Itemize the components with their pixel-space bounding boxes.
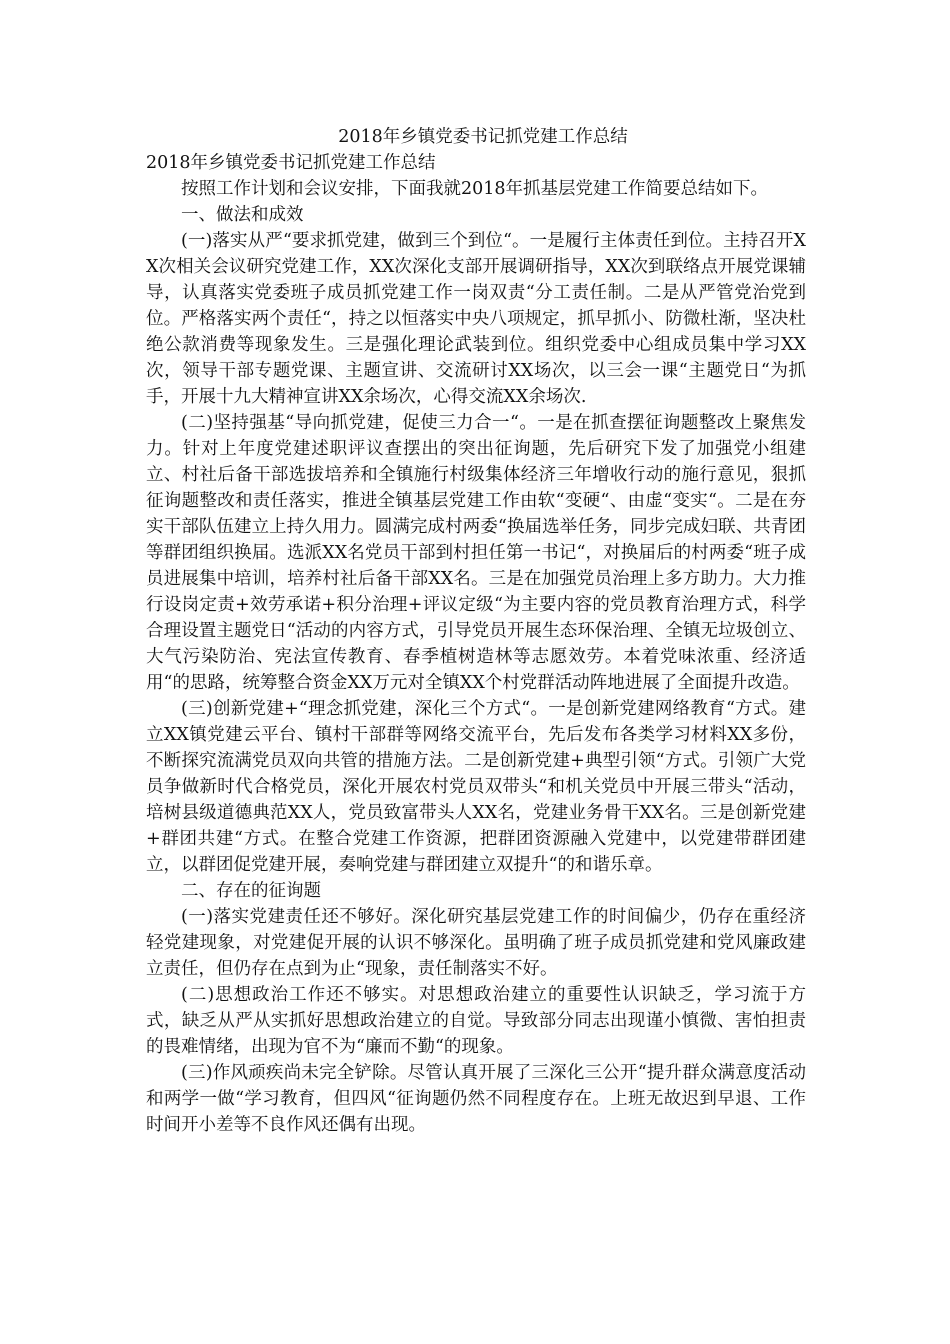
paragraph-ideological-issue: (二)思想政治工作还不够实。对思想政治建立的重要性认识缺乏，学习流于方式，缺乏从严从实抓好思想政治建立的自觉。导致部分同志出现谨小慎微、害怕担责的畏难情绪，出现为官不为“廉而不勤“的现象。 — [146, 985, 806, 1057]
paragraph-responsibility-issue: (一)落实党建责任还不够好。深化研究基层党建工作的时间偏少，仍存在重经济轻党建现象，对党建促开展的认识不够深化。虽明确了班子成员抓党建和党风廉政建立责任，但仍存在点到为止“现象，责任制落实不好。 — [146, 907, 806, 979]
document-page — [146, 124, 806, 1138]
section-heading-practices: 一、做法和成效 — [181, 205, 304, 225]
paragraph-innovate-party-building: (三)创新党建+“理念抓党建，深化三个方式“。一是创新党建网络教育“方式。建立XX镇党建云平台、镇村干部群等网络交流平台，先后发布各类学习材料XX多份，不断探究流满党员双向共管的措施方法。二是创新党建+典型引领“方式。引领广大党员争做新时代合格党员，深化开展农村党员双带头“和机关党员中开展三带头“活动，培树县级道德典范XX人，党员致富带头人XX名，党建业务骨干XX名。三是创新党建+群团共建“方式。在整合党建工作资源，把群团资源融入党建中，以党建带群团建立，以群团促党建开展，奏响党建与群团建立双提升“的和谐乐章。 — [146, 699, 806, 875]
intro-paragraph: 按照工作计划和会议安排，下面我就2018年抓基层党建工作简要总结如下。 — [181, 179, 769, 199]
paragraph-strict-party-building: (一)落实从严“要求抓党建，做到三个到位“。一是履行主体责任到位。主持召开XX次相关会议研究党建工作，XX次深化支部开展调研指导，XX次到联络点开展党课辅导，认真落实党委班子成员抓党建工作一岗双责“分工责任制。二是从严管党治党到位。严格落实两个责任“，持之以恒落实中央八项规定，抓早抓小、防微杜渐，坚决杜绝公款消费等现象发生。三是强化理论武装到位。组织党委中心组成员集中学习XX次，领导干部专题党课、主题宣讲、交流研讨XX场次，以三会一课“主题党日“为抓手，开展十九大精神宣讲XX余场次，心得交流XX余场次. — [146, 231, 806, 407]
paragraph-strengthen-foundation: (二)坚持强基“导向抓党建，促使三力合一“。一是在抓查摆征询题整改上聚焦发力。针对上年度党建述职评议查摆出的突出征询题，先后研究下发了加强党小组建立、村社后备干部选拔培养和全镇施行村级集体经济三年增收行动的施行意见，狠抓征询题整改和责任落实，推进全镇基层党建工作由软“变硬“、由虚“变实“。二是在夯实干部队伍建立上持久用力。圆满完成村两委“换届选举任务，同步完成妇联、共青团等群团组织换届。选派XX名党员干部到村担任第一书记“，对换届后的村两委“班子成员进展集中培训，培养村社后备干部XX名。三是在加强党员治理上多方助力。大力推行设岗定责+效劳承诺+积分治理+评议定级“为主要内容的党员教育治理方式，科学合理设置主题党日“活动的内容方式，引导党员开展生态环保治理、全镇无垃圾创立、大气污染防治、宪法宣传教育、春季植树造林等志愿效劳。本着党味浓重、经济适用“的思路，统筹整合资金XX万元对全镇XX个村党群活动阵地进展了全面提升改造。 — [146, 413, 806, 693]
document-subtitle: 2018年乡镇党委书记抓党建工作总结 — [146, 153, 436, 173]
document-title: 2018年乡镇党委书记抓党建工作总结 — [338, 127, 628, 147]
paragraph-work-style-issue: (三)作风顽疾尚未完全铲除。尽管认真开展了三深化三公开“提升群众满意度活动和两学一做“学习教育，但四风“征询题仍然不同程度存在。上班无故迟到早退、工作时间开小差等不良作风还偶有出现。 — [146, 1063, 806, 1135]
section-heading-problems: 二、存在的征询题 — [181, 881, 321, 901]
